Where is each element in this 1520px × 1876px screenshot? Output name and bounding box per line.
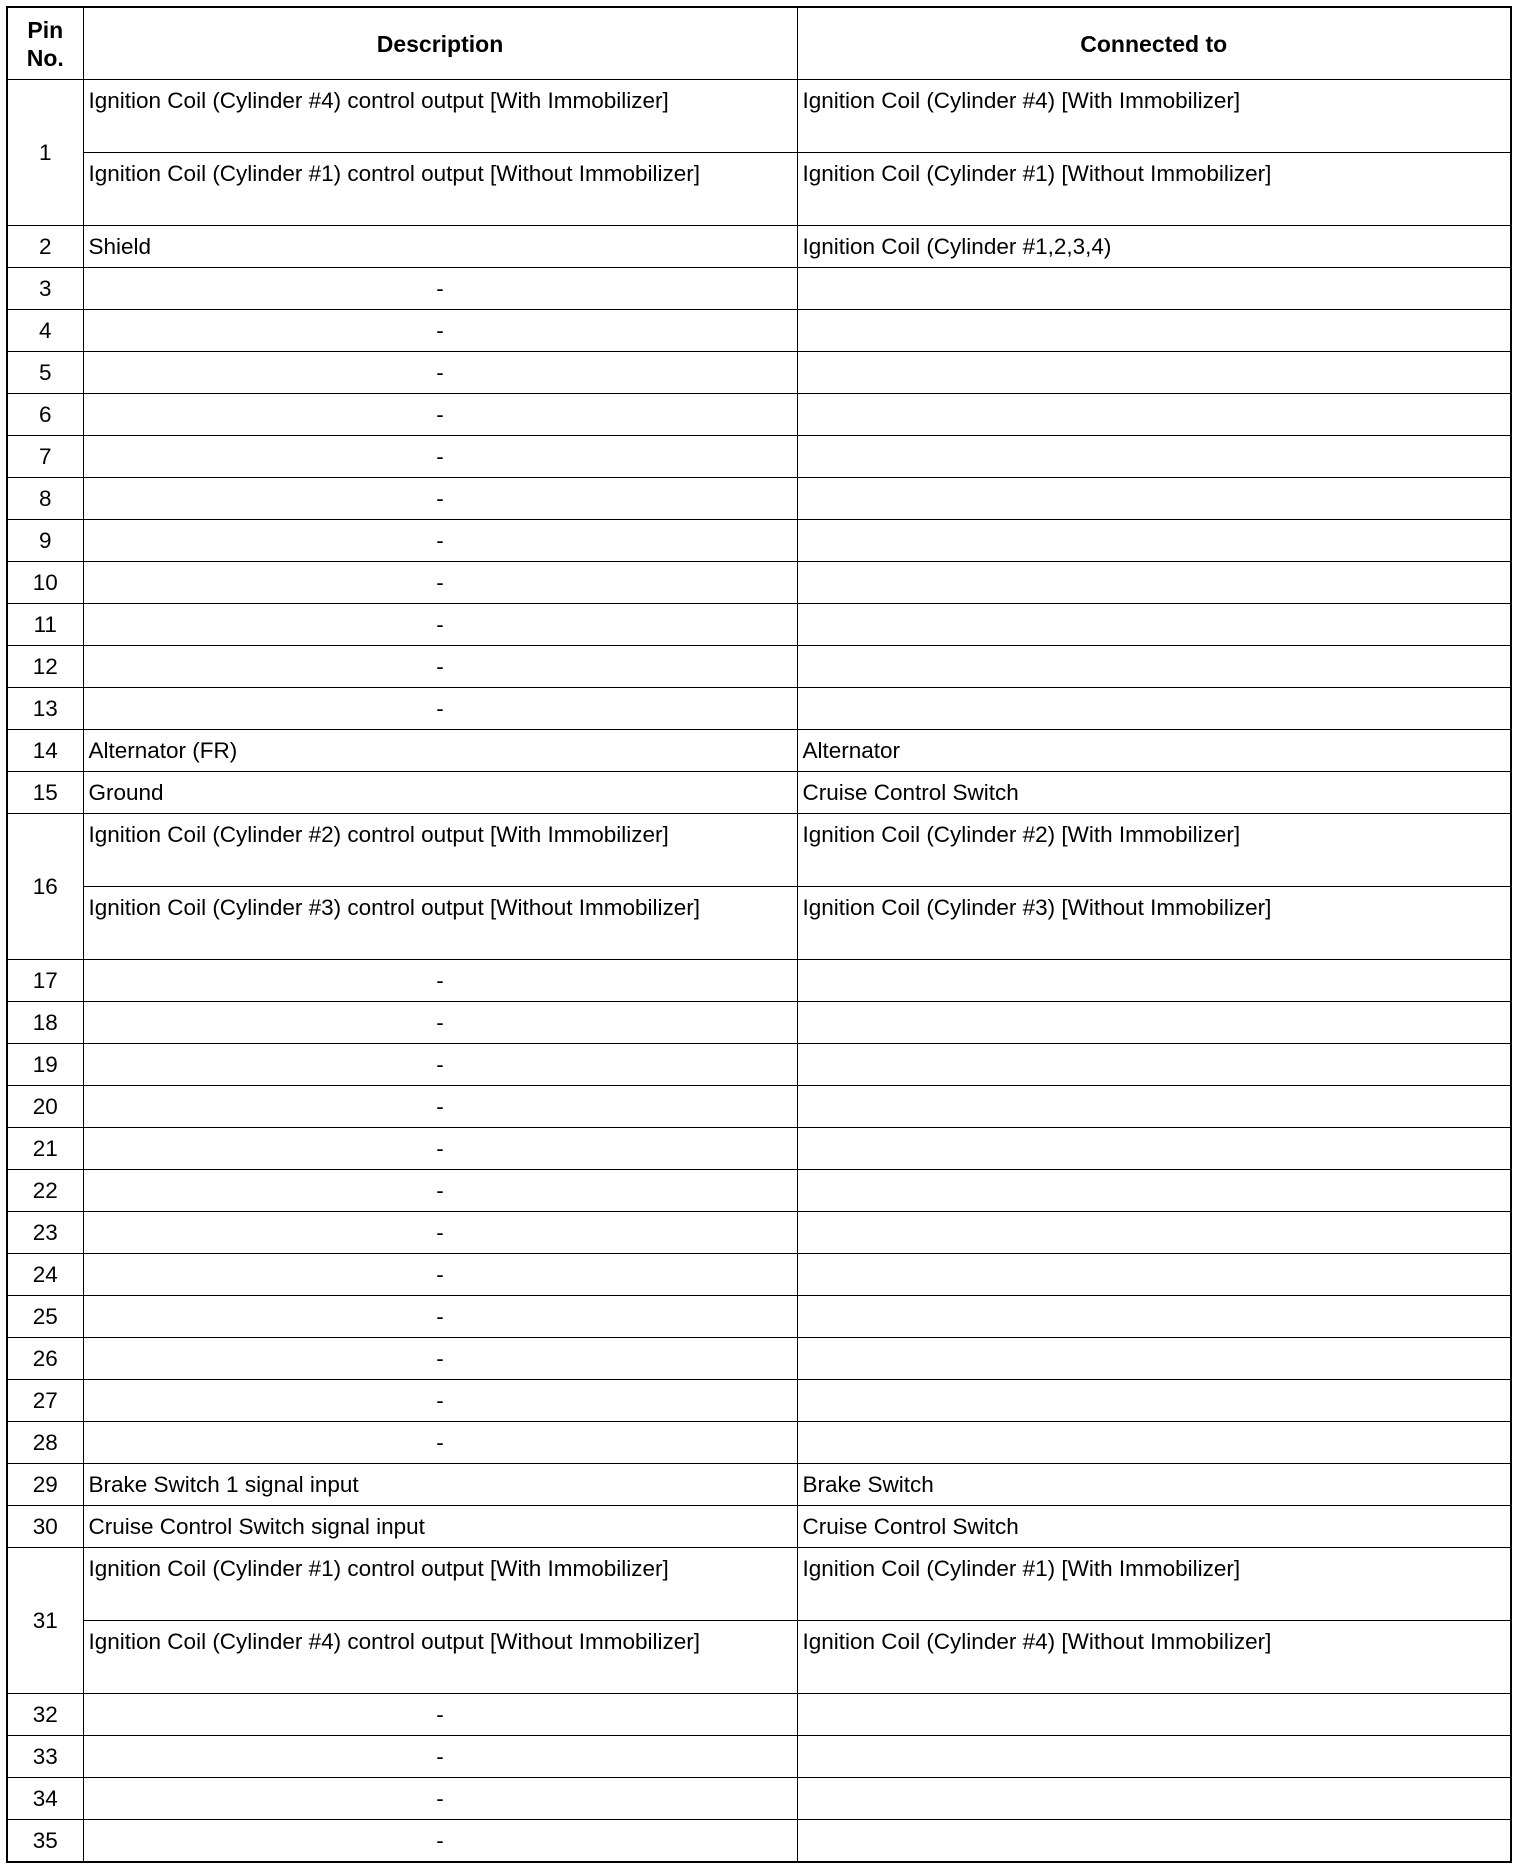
pin-number: 35 (7, 1820, 83, 1863)
pin-description: - (83, 352, 797, 394)
pin-connected-to: Ignition Coil (Cylinder #4) [With Immobilizer] (797, 80, 1511, 153)
pin-connected-to (797, 1128, 1511, 1170)
table-row (7, 1044, 1511, 1086)
pin-description: - (83, 1380, 797, 1422)
pin-description: Alternator (FR) (83, 730, 797, 772)
table-row (7, 153, 1511, 226)
table-row (7, 688, 1511, 730)
pin-number: 22 (7, 1170, 83, 1212)
pin-description: Ignition Coil (Cylinder #1) control output [With Immobilizer] (83, 1548, 797, 1621)
pin-connected-to: Ignition Coil (Cylinder #3) [Without Immobilizer] (797, 887, 1511, 960)
header-pin: Pin No. (7, 7, 83, 80)
pin-description: - (83, 1002, 797, 1044)
pin-number: 9 (7, 520, 83, 562)
pin-connected-to (797, 1736, 1511, 1778)
pin-number: 12 (7, 646, 83, 688)
table-body (7, 80, 1511, 1863)
pin-description: Ignition Coil (Cylinder #3) control output [Without Immobilizer] (83, 887, 797, 960)
pin-number: 19 (7, 1044, 83, 1086)
pin-description: Ground (83, 772, 797, 814)
pin-description: - (83, 310, 797, 352)
table-row (7, 1778, 1511, 1820)
pin-description: - (83, 604, 797, 646)
header-connected-to: Connected to (797, 7, 1511, 80)
pin-description: - (83, 268, 797, 310)
pin-description: - (83, 1212, 797, 1254)
pin-connected-to: Alternator (797, 730, 1511, 772)
pin-connected-to (797, 1820, 1511, 1863)
pin-description: - (83, 960, 797, 1002)
pin-description: - (83, 1338, 797, 1380)
table-row (7, 520, 1511, 562)
pin-description: - (83, 1086, 797, 1128)
pin-description: - (83, 1170, 797, 1212)
pin-number: 20 (7, 1086, 83, 1128)
table-row (7, 1128, 1511, 1170)
pin-description: Ignition Coil (Cylinder #4) control output [With Immobilizer] (83, 80, 797, 153)
pin-number: 1 (7, 80, 83, 226)
pin-number: 29 (7, 1464, 83, 1506)
pin-description: - (83, 478, 797, 520)
pin-description: - (83, 1778, 797, 1820)
table-row (7, 646, 1511, 688)
pin-description: - (83, 1296, 797, 1338)
table-row (7, 1621, 1511, 1694)
pin-number: 8 (7, 478, 83, 520)
pin-number: 3 (7, 268, 83, 310)
pin-description: - (83, 1044, 797, 1086)
pin-table (6, 6, 1512, 1863)
table-row (7, 1694, 1511, 1736)
table-row (7, 1736, 1511, 1778)
pin-description: - (83, 1694, 797, 1736)
pin-number: 4 (7, 310, 83, 352)
pin-number: 25 (7, 1296, 83, 1338)
pin-description: - (83, 1736, 797, 1778)
pin-number: 24 (7, 1254, 83, 1296)
pin-connected-to (797, 1694, 1511, 1736)
pin-description: - (83, 520, 797, 562)
pin-connected-to (797, 436, 1511, 478)
table-row (7, 478, 1511, 520)
pin-connected-to: Ignition Coil (Cylinder #1) [With Immobilizer] (797, 1548, 1511, 1621)
pin-number: 17 (7, 960, 83, 1002)
table-row (7, 1170, 1511, 1212)
pin-connected-to (797, 646, 1511, 688)
pin-description: - (83, 394, 797, 436)
pin-connected-to (797, 1778, 1511, 1820)
pin-connected-to (797, 1044, 1511, 1086)
pin-description: - (83, 688, 797, 730)
pin-number: 34 (7, 1778, 83, 1820)
pin-connected-to: Cruise Control Switch (797, 1506, 1511, 1548)
header-description: Description (83, 7, 797, 80)
pin-connected-to (797, 1338, 1511, 1380)
pin-number: 6 (7, 394, 83, 436)
pin-number: 18 (7, 1002, 83, 1044)
table-row (7, 1212, 1511, 1254)
pin-description: - (83, 1820, 797, 1863)
table-row (7, 1820, 1511, 1863)
pin-connected-to (797, 960, 1511, 1002)
table-row (7, 772, 1511, 814)
table-row (7, 268, 1511, 310)
pin-number: 15 (7, 772, 83, 814)
pin-description: - (83, 1254, 797, 1296)
table-row (7, 310, 1511, 352)
pin-number: 2 (7, 226, 83, 268)
pin-connected-to (797, 1002, 1511, 1044)
pin-connected-to (797, 268, 1511, 310)
pin-connected-to (797, 352, 1511, 394)
table-row (7, 730, 1511, 772)
pin-connected-to: Cruise Control Switch (797, 772, 1511, 814)
pin-connected-to (797, 604, 1511, 646)
pin-number: 33 (7, 1736, 83, 1778)
pin-connected-to (797, 394, 1511, 436)
pin-number: 14 (7, 730, 83, 772)
pin-connected-to (797, 310, 1511, 352)
table-row (7, 604, 1511, 646)
pin-description: - (83, 1422, 797, 1464)
table-header (7, 7, 1511, 80)
pin-connected-to (797, 688, 1511, 730)
pin-number: 5 (7, 352, 83, 394)
pin-number: 31 (7, 1548, 83, 1694)
table-row (7, 1338, 1511, 1380)
pin-number: 16 (7, 814, 83, 960)
table-row (7, 394, 1511, 436)
table-row (7, 814, 1511, 887)
pin-description: - (83, 1128, 797, 1170)
pin-connected-to (797, 1170, 1511, 1212)
pin-connected-to (797, 1422, 1511, 1464)
pin-connected-to (797, 1254, 1511, 1296)
table-row (7, 1548, 1511, 1621)
pin-number: 32 (7, 1694, 83, 1736)
table-row (7, 1464, 1511, 1506)
pin-description: Ignition Coil (Cylinder #2) control output [With Immobilizer] (83, 814, 797, 887)
pin-connected-to (797, 520, 1511, 562)
table-row (7, 80, 1511, 153)
header-row (7, 7, 1511, 80)
pin-connected-to: Brake Switch (797, 1464, 1511, 1506)
pin-connected-to (797, 1380, 1511, 1422)
pin-description: - (83, 436, 797, 478)
table-row (7, 1506, 1511, 1548)
pin-connected-to (797, 562, 1511, 604)
pin-description: Shield (83, 226, 797, 268)
pin-number: 21 (7, 1128, 83, 1170)
pin-description: Cruise Control Switch signal input (83, 1506, 797, 1548)
table-row (7, 436, 1511, 478)
table-row (7, 1002, 1511, 1044)
table-row (7, 1296, 1511, 1338)
pin-number: 23 (7, 1212, 83, 1254)
table-row (7, 1254, 1511, 1296)
pin-connected-to (797, 1296, 1511, 1338)
pin-description: Ignition Coil (Cylinder #1) control output [Without Immobilizer] (83, 153, 797, 226)
pin-number: 13 (7, 688, 83, 730)
pin-connected-to: Ignition Coil (Cylinder #2) [With Immobilizer] (797, 814, 1511, 887)
pin-number: 30 (7, 1506, 83, 1548)
table-row (7, 352, 1511, 394)
table-row (7, 226, 1511, 268)
table-row (7, 887, 1511, 960)
pin-description: - (83, 646, 797, 688)
pin-connected-to: Ignition Coil (Cylinder #1) [Without Immobilizer] (797, 153, 1511, 226)
pin-number: 10 (7, 562, 83, 604)
pin-number: 28 (7, 1422, 83, 1464)
pin-connected-to (797, 1086, 1511, 1128)
pin-connected-to: Ignition Coil (Cylinder #1,2,3,4) (797, 226, 1511, 268)
pin-description: - (83, 562, 797, 604)
table-row (7, 960, 1511, 1002)
table-row (7, 1380, 1511, 1422)
pin-number: 11 (7, 604, 83, 646)
pin-number: 26 (7, 1338, 83, 1380)
table-row (7, 1422, 1511, 1464)
pin-connected-to (797, 1212, 1511, 1254)
table-row (7, 562, 1511, 604)
pin-connected-to (797, 478, 1511, 520)
table-row (7, 1086, 1511, 1128)
pin-number: 27 (7, 1380, 83, 1422)
pin-description: Ignition Coil (Cylinder #4) control output [Without Immobilizer] (83, 1621, 797, 1694)
pin-number: 7 (7, 436, 83, 478)
pin-connected-to: Ignition Coil (Cylinder #4) [Without Immobilizer] (797, 1621, 1511, 1694)
pin-description: Brake Switch 1 signal input (83, 1464, 797, 1506)
